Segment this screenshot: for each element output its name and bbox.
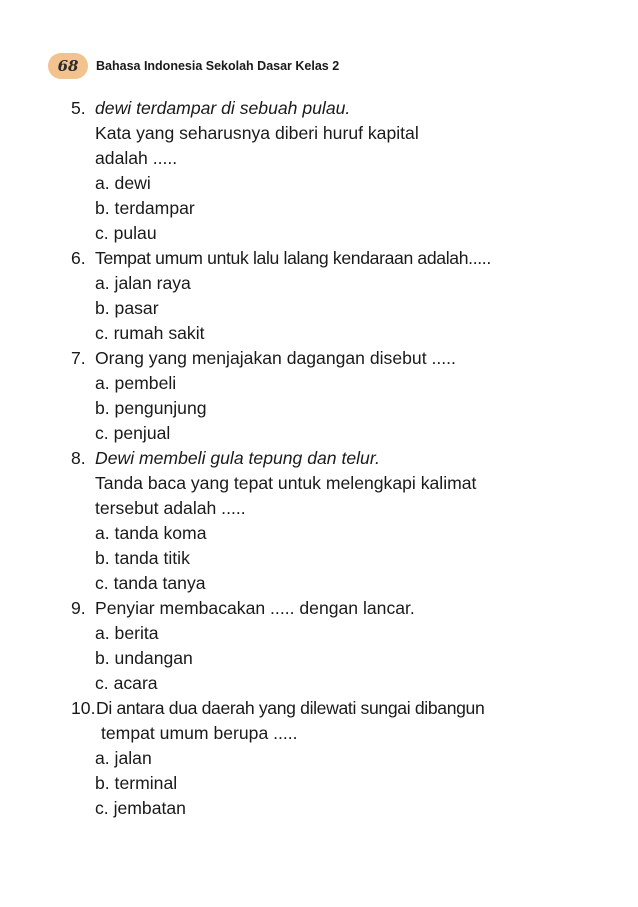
book-title: Bahasa Indonesia Sekolah Dasar Kelas 2 (96, 59, 340, 73)
answer-option: c. tanda tanya (95, 573, 206, 593)
page-number-badge (48, 53, 88, 79)
question-list (71, 96, 611, 821)
question-text: Kata yang seharusnya diberi huruf kapital (95, 123, 419, 143)
question-number: 8. (71, 448, 86, 468)
question-9 (71, 596, 611, 696)
answer-option: c. rumah sakit (95, 323, 205, 343)
question-text: Tanda baca yang tepat untuk melengkapi kalimat (95, 473, 477, 493)
question-text: tempat umum berupa ..... (101, 723, 298, 743)
answer-option: a. dewi (95, 173, 151, 193)
question-text: Di antara dua daerah yang dilewati sungai dibangun (96, 698, 485, 718)
question-sentence: dewi terdampar di sebuah pulau. (95, 98, 351, 118)
answer-option: b. terdampar (95, 198, 195, 218)
question-8 (71, 446, 611, 596)
question-6 (71, 246, 611, 346)
answer-option: a. pembeli (95, 373, 177, 393)
answer-option: c. jembatan (95, 798, 186, 818)
question-number: 7. (71, 348, 86, 368)
question-number: 5. (71, 98, 86, 118)
question-text: adalah ..... (95, 148, 178, 168)
answer-option: c. penjual (95, 423, 171, 443)
answer-option: a. jalan (95, 748, 152, 768)
question-number: 10. (71, 698, 96, 718)
answer-option: b. pengunjung (95, 398, 207, 418)
question-5 (71, 96, 611, 246)
answer-option: b. terminal (95, 773, 178, 793)
answer-option: c. acara (95, 673, 158, 693)
answer-option: a. tanda koma (95, 523, 207, 543)
page-number: 68 (57, 57, 79, 75)
question-text: Penyiar membacakan ..... dengan lancar. (95, 598, 415, 618)
question-sentence: Dewi membeli gula tepung dan telur. (95, 448, 380, 468)
question-text: Orang yang menjajakan dagangan disebut ..... (95, 348, 456, 368)
question-text: tersebut adalah ..... (95, 498, 246, 518)
question-7 (71, 346, 611, 446)
answer-option: b. pasar (95, 298, 159, 318)
page-header (48, 51, 339, 81)
answer-option: a. jalan raya (95, 273, 191, 293)
question-text: Tempat umum untuk lalu lalang kendaraan adalah..... (95, 248, 491, 268)
answer-option: c. pulau (95, 223, 157, 243)
question-number: 9. (71, 598, 86, 618)
answer-option: b. tanda titik (95, 548, 190, 568)
question-number: 6. (71, 248, 86, 268)
question-10 (71, 696, 611, 821)
answer-option: b. undangan (95, 648, 193, 668)
answer-option: a. berita (95, 623, 159, 643)
